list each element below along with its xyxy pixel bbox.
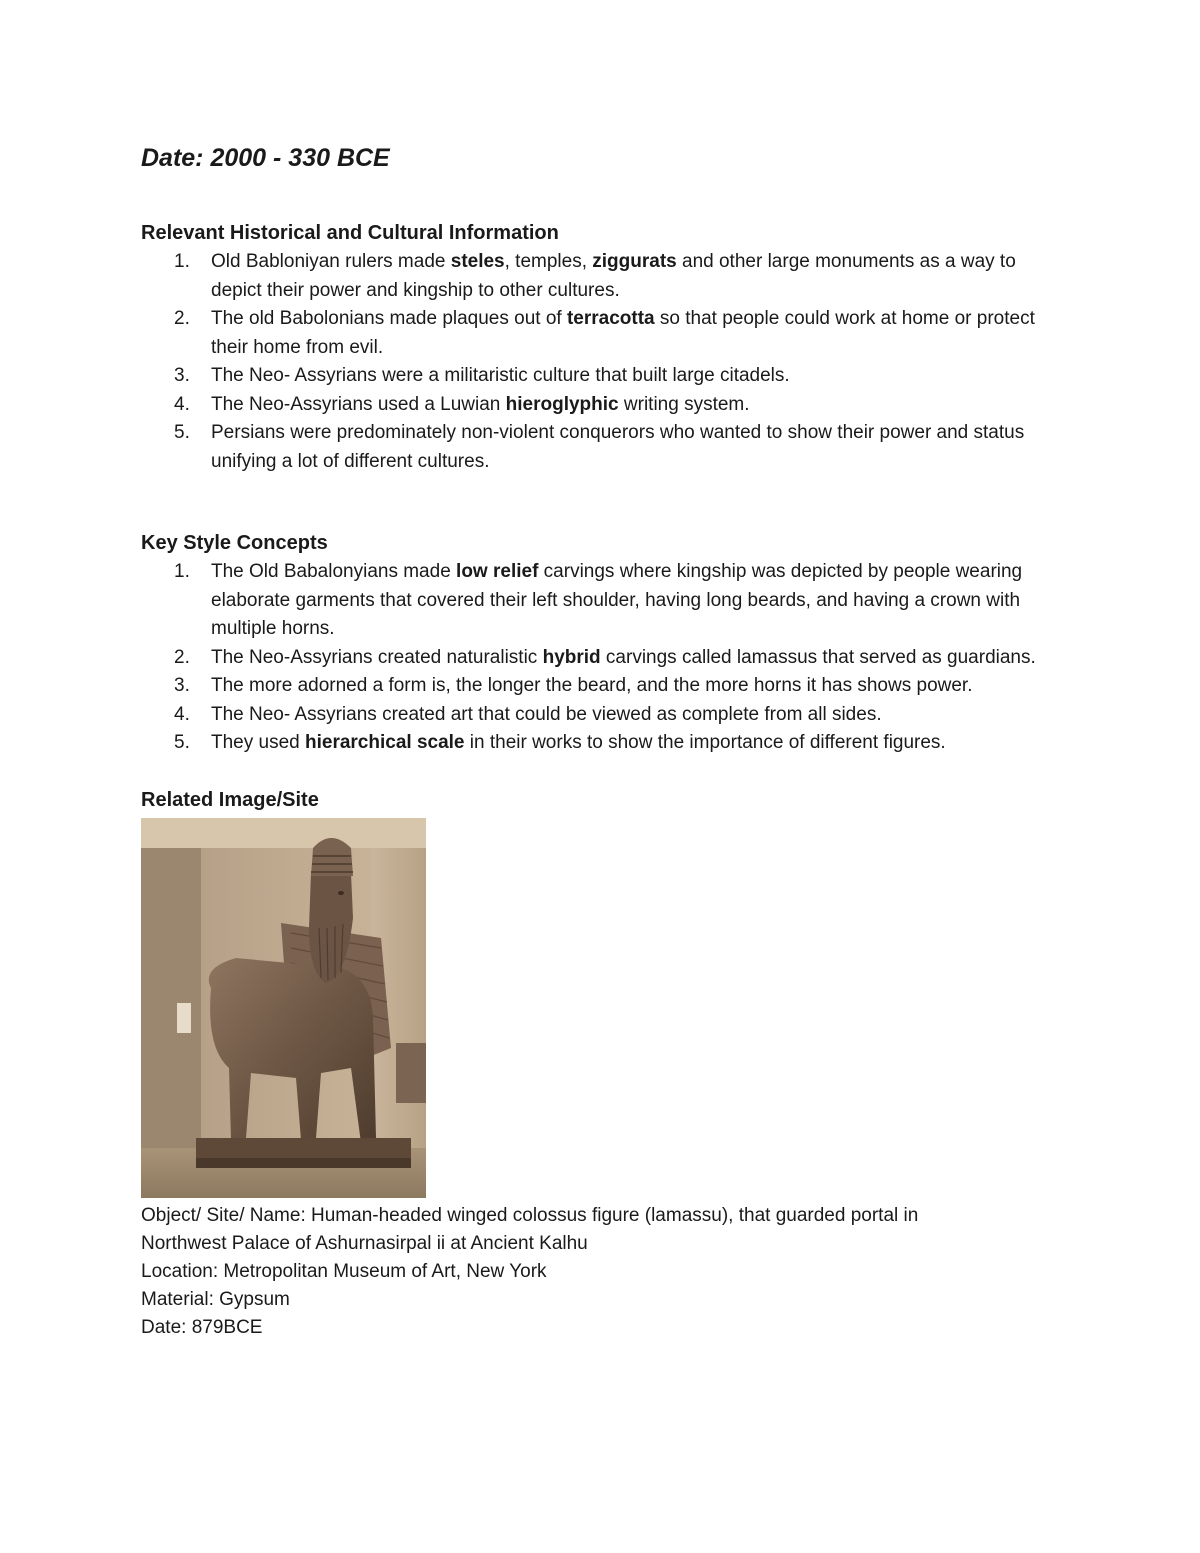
list-item-number: 2. [174, 646, 190, 668]
list-item-text: The more adorned a form is, the longer the beard, and the more horns it has shows power. [211, 675, 973, 696]
list-item-text: The Neo- Assyrians created art that could be viewed as complete from all sides. [211, 703, 882, 725]
image-caption [141, 1202, 1071, 1342]
list-item [174, 558, 1071, 644]
bold-term: terracotta [566, 308, 655, 329]
caption-line-name: Object/ Site/ Name: Human-headed winged colossus figure (lamassu), that guarded portal in [141, 1204, 919, 1226]
date-title: Date: 2000 - 330 BCE [141, 144, 390, 172]
list-item-number: 5. [174, 732, 190, 753]
style-list [141, 558, 1071, 758]
lamassu-photo-illustration [141, 818, 426, 1198]
list-item [174, 644, 1071, 673]
bold-term: hybrid [542, 646, 601, 668]
list-item-text: Persians were predominately non-violent conquerors who wanted to show their power and status unifying a lot of different cultures. [211, 422, 1025, 472]
list-item-text: and other large monuments as a way to depict their power and kingship to other cultures. [211, 251, 1016, 301]
caption-line-name-cont: Northwest Palace of Ashurnasirpal ii at Ancient Kalhu [141, 1232, 588, 1254]
list-item [174, 362, 1071, 391]
bold-term: hierarchical scale [305, 732, 465, 753]
list-item [174, 248, 1071, 305]
list-item-number: 3. [174, 365, 190, 386]
list-item-number: 2. [174, 308, 190, 329]
list-item-text: They used [211, 732, 305, 753]
style-heading: Key Style Concepts [141, 532, 328, 554]
caption-line-material: Material: Gypsum [141, 1288, 290, 1310]
document-page [141, 138, 1071, 1342]
list-item-text: carvings where kingship was depicted by people wearing elaborate garments that covered their left shoulder, having long beards, and having a crown with multiple horns. [211, 561, 1023, 639]
list-item-number: 4. [174, 703, 190, 725]
historical-list [141, 248, 1071, 476]
related-heading: Related Image/Site [141, 788, 319, 811]
list-item [174, 729, 1071, 758]
list-item-text: The Old Babalonyians made [211, 561, 457, 582]
list-item-number: 1. [174, 251, 190, 272]
list-item-text: The old Babolonians made plaques out of [211, 308, 567, 329]
list-item-number: 5. [174, 422, 190, 443]
list-item-number: 1. [174, 561, 190, 582]
list-item-text: Old Babloniyan rulers made [211, 251, 451, 272]
bold-term: low relief [456, 561, 539, 582]
list-item-text: in their works to show the importance of different figures. [464, 732, 946, 753]
list-item-text: writing system. [618, 393, 750, 415]
bold-term: steles [450, 251, 505, 272]
bold-term: ziggurats [592, 251, 677, 272]
historical-heading: Relevant Historical and Cultural Information [141, 222, 559, 244]
lamassu-image [141, 818, 426, 1198]
list-item [174, 391, 1071, 420]
list-item-text: The Neo- Assyrians were a militaristic culture that built large citadels. [211, 365, 790, 386]
caption-line-location: Location: Metropolitan Museum of Art, New York [141, 1260, 547, 1282]
list-item-number: 4. [174, 393, 190, 415]
list-item-text: , temples, [504, 251, 593, 272]
list-item [174, 419, 1071, 476]
list-item-number: 3. [174, 675, 190, 696]
list-item [174, 701, 1071, 730]
list-item-text: carvings called lamassus that served as guardians. [600, 646, 1036, 668]
list-item-text: The Neo-Assyrians created naturalistic [211, 646, 543, 668]
list-item-text: so that people could work at home or protect their home from evil. [211, 308, 1035, 358]
list-item-text: The Neo-Assyrians used a Luwian [211, 393, 506, 415]
bold-term: hieroglyphic [505, 393, 619, 415]
list-item [174, 305, 1071, 362]
caption-line-date: Date: 879BCE [141, 1316, 263, 1338]
list-item [174, 672, 1071, 701]
